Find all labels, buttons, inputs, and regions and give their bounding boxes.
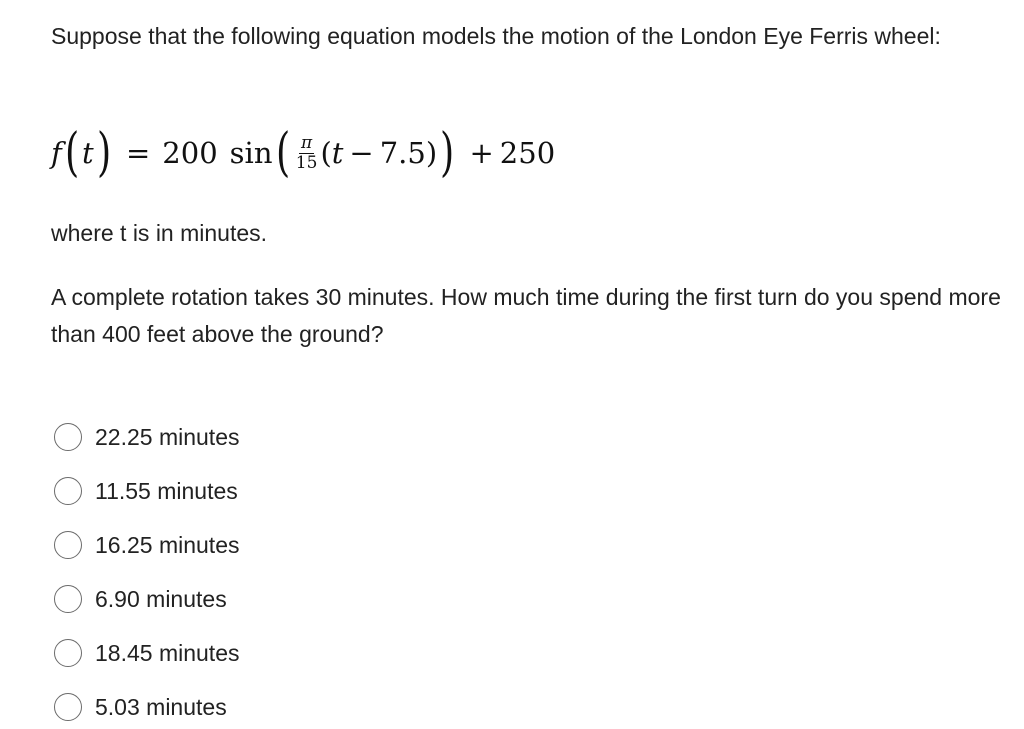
- answer-option-label: 11.55 minutes: [95, 478, 238, 504]
- answer-option[interactable]: [54, 626, 239, 680]
- answer-option[interactable]: [54, 680, 239, 729]
- fraction-denominator: 15: [295, 152, 318, 173]
- equation: [51, 120, 555, 186]
- answer-option-label: 6.90 minutes: [95, 586, 227, 612]
- radio-button[interactable]: [54, 423, 82, 451]
- answer-option-label: 16.25 minutes: [95, 532, 240, 558]
- answer-option-label: 22.25 minutes: [95, 424, 240, 450]
- equation-midline: 250: [499, 136, 556, 170]
- radio-button[interactable]: [54, 693, 82, 721]
- equation-outer-paren-open: (: [275, 123, 290, 183]
- answer-option[interactable]: [54, 410, 239, 464]
- units-note: where t is in minutes.: [51, 220, 268, 246]
- answer-options: [54, 410, 239, 729]
- answer-option[interactable]: [54, 464, 239, 518]
- equation-fraction: [295, 132, 318, 173]
- equation-shift: 7.5: [379, 136, 426, 170]
- equation-amplitude: 200: [162, 136, 218, 170]
- radio-button[interactable]: [54, 639, 82, 667]
- equation-function-name: f: [51, 136, 62, 170]
- equation-inner-variable: t: [331, 136, 344, 170]
- equation-paren-close: ): [96, 123, 111, 183]
- equation-inner-paren-close: ): [425, 136, 438, 170]
- answer-option-label: 5.03 minutes: [95, 694, 227, 720]
- answer-option-label: 18.45 minutes: [95, 640, 240, 666]
- radio-button[interactable]: [54, 477, 82, 505]
- equation-paren-open: (: [64, 123, 79, 183]
- fraction-numerator: π: [301, 132, 313, 153]
- question-intro: Suppose that the following equation models the motion of the London Eye Ferris wheel:: [51, 23, 941, 49]
- answer-option[interactable]: [54, 572, 239, 626]
- equation-minus: −: [349, 136, 374, 170]
- radio-button[interactable]: [54, 585, 82, 613]
- equation-plus: +: [469, 136, 494, 170]
- answer-option[interactable]: [54, 518, 239, 572]
- equation-variable: t: [82, 136, 94, 170]
- radio-button[interactable]: [54, 531, 82, 559]
- question-prompt: A complete rotation takes 30 minutes. How much time during the first turn do you spend more than 400 feet above the ground?: [51, 284, 1001, 347]
- equation-equals: =: [125, 136, 151, 170]
- equation-trig-function: sin: [229, 136, 273, 170]
- equation-inner-paren-open: (: [320, 136, 332, 170]
- equation-outer-paren-close: ): [440, 123, 455, 183]
